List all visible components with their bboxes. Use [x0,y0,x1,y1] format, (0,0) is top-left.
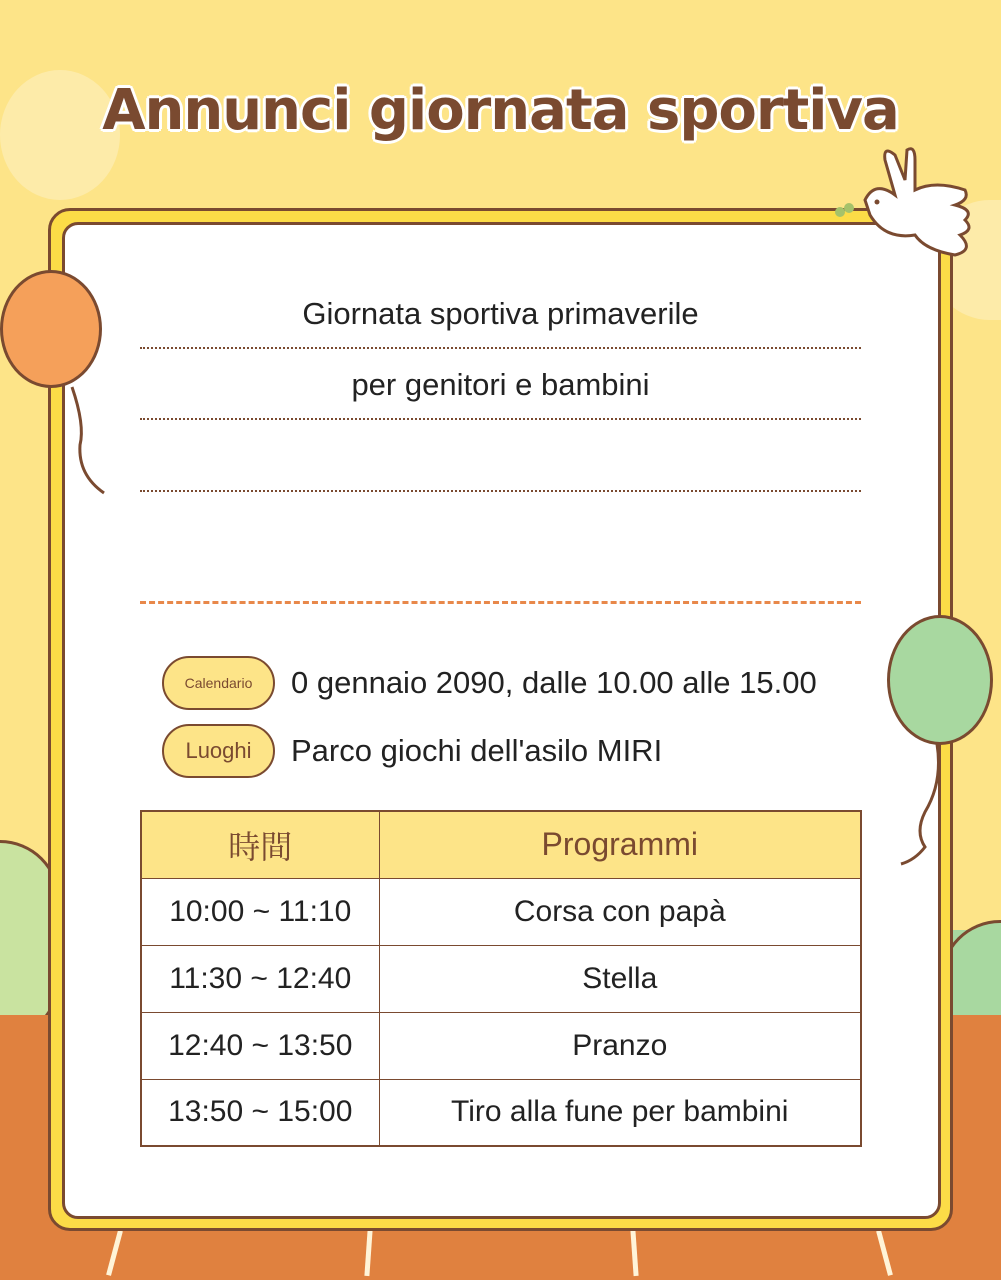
calendar-value: 0 gennaio 2090, dalle 10.00 alle 15.00 [291,665,817,700]
time-cell: 10:00 ~ 11:10 [141,878,379,945]
table-row [141,878,861,945]
page-title: Annunci giornata sportiva [102,78,899,143]
table-header-row [141,811,861,878]
program-cell: Stella [379,945,861,1012]
dotted-divider [140,347,861,349]
balloon-string [895,742,945,867]
program-cell: Corsa con papà [379,878,861,945]
headline-line-1: Giornata sportiva primaverile [302,296,699,331]
table-row [141,945,861,1012]
dotted-divider [140,490,861,492]
program-cell: Tiro alla fune per bambini [379,1079,861,1146]
program-cell: Pranzo [379,1012,861,1079]
balloon-string [60,385,110,495]
time-cell: 13:50 ~ 15:00 [141,1079,379,1146]
table-row [141,1012,861,1079]
location-value: Parco giochi dell'asilo MIRI [291,733,663,768]
table-row [141,1079,861,1146]
dotted-divider [140,418,861,420]
green-balloon-icon [887,615,993,745]
headline-line-2: per genitori e bambini [351,367,650,402]
schedule-table [140,810,862,1147]
time-cell: 12:40 ~ 13:50 [141,1012,379,1079]
header-programs: Programmi [379,811,861,878]
calendar-label-badge: Calendario [162,656,275,710]
time-cell: 11:30 ~ 12:40 [141,945,379,1012]
header-time: 時間 [141,811,379,878]
dove-icon [825,140,985,270]
dashed-divider [140,601,861,604]
orange-balloon-icon [0,270,102,388]
location-label-badge: Luoghi [162,724,275,778]
